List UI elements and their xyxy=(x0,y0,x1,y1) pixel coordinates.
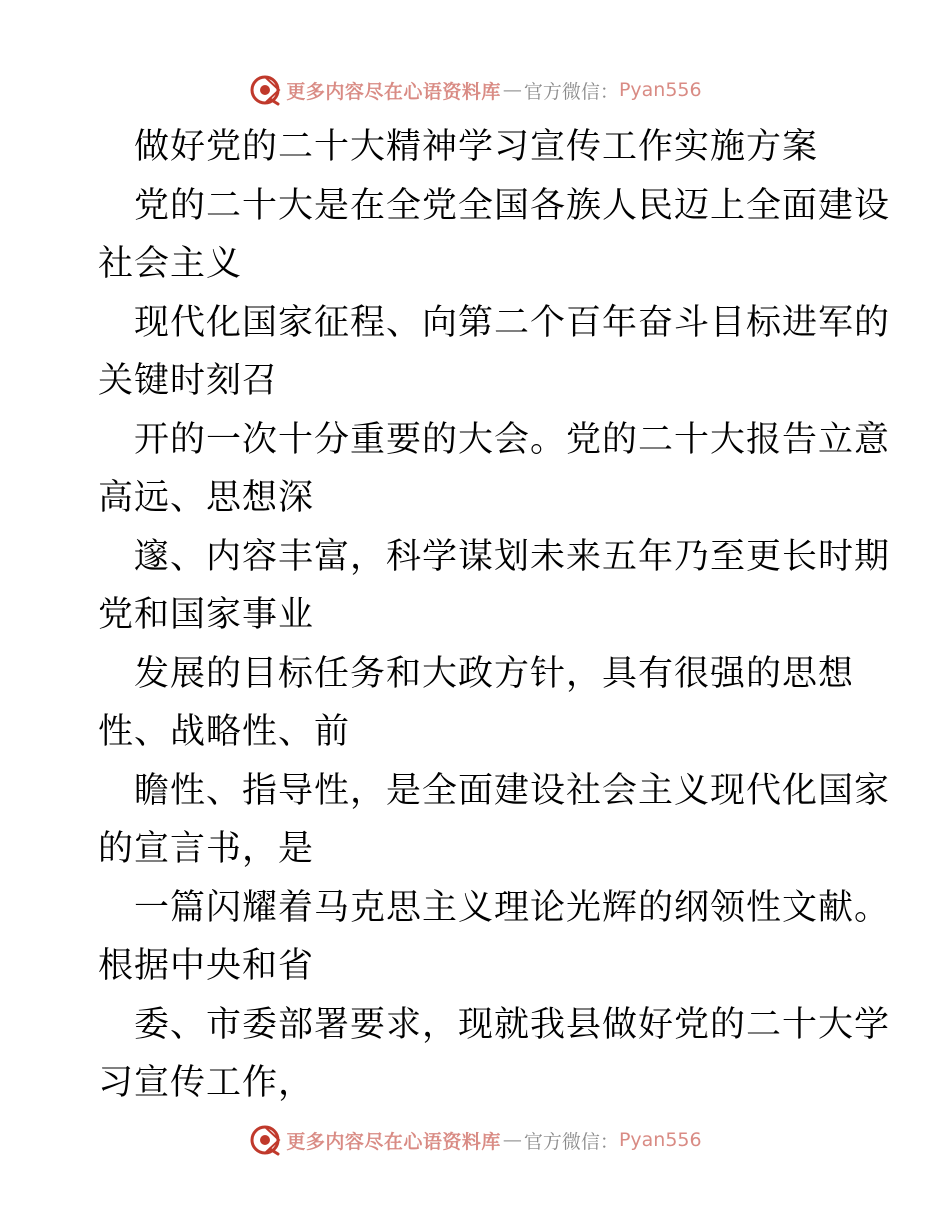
text-line: 瞻性、指导性，是全面建设社会主义现代化国家 xyxy=(134,770,891,811)
banner-text: 更多内容尽在心语资料库 xyxy=(286,80,501,103)
banner-wechat-label: 官方微信： xyxy=(523,80,619,103)
banner-wechat-id: Pyan556 xyxy=(618,79,702,101)
text-line: 性、战略性、前 xyxy=(98,712,351,752)
text-line: 委、市委部署要求，现就我县做好党的二十大学 xyxy=(134,1004,891,1045)
text-line: 习宣传工作， xyxy=(98,1063,315,1103)
banner-wechat-label: 官方微信： xyxy=(523,1130,619,1153)
text-line: 党的二十大是在全党全国各族人民迈上全面建设 xyxy=(134,185,891,226)
text-line: 社会主义 xyxy=(98,244,243,284)
banner-wechat-id: Pyan556 xyxy=(618,1129,702,1151)
text-line: 关键时刻召 xyxy=(98,361,279,401)
text-line: 的宣言书，是 xyxy=(98,829,315,869)
document-body xyxy=(98,118,891,1113)
header-banner xyxy=(0,70,950,110)
document-title: 做好党的二十大精神学习宣传工作实施方案 xyxy=(134,127,819,167)
banner-separator: — xyxy=(502,79,522,101)
text-line: 高远、思想深 xyxy=(98,478,315,518)
text-line: 发展的目标任务和大政方针，具有很强的思想 xyxy=(134,653,855,694)
banner-separator: — xyxy=(502,1129,522,1151)
text-line: 一篇闪耀着马克思主义理论光辉的纲领性文献。 xyxy=(134,887,891,928)
text-line: 开的一次十分重要的大会。党的二十大报告立意 xyxy=(134,419,891,460)
logo-icon xyxy=(248,1123,282,1157)
logo-icon xyxy=(248,73,282,107)
banner-text: 更多内容尽在心语资料库 xyxy=(286,1130,501,1153)
text-line: 邃、内容丰富，科学谋划未来五年乃至更长时期 xyxy=(134,536,891,577)
text-line: 根据中央和省 xyxy=(98,946,315,986)
footer-banner xyxy=(0,1120,950,1160)
text-line: 党和国家事业 xyxy=(98,595,315,635)
text-line: 现代化国家征程、向第二个百年奋斗目标进军的 xyxy=(134,302,891,343)
